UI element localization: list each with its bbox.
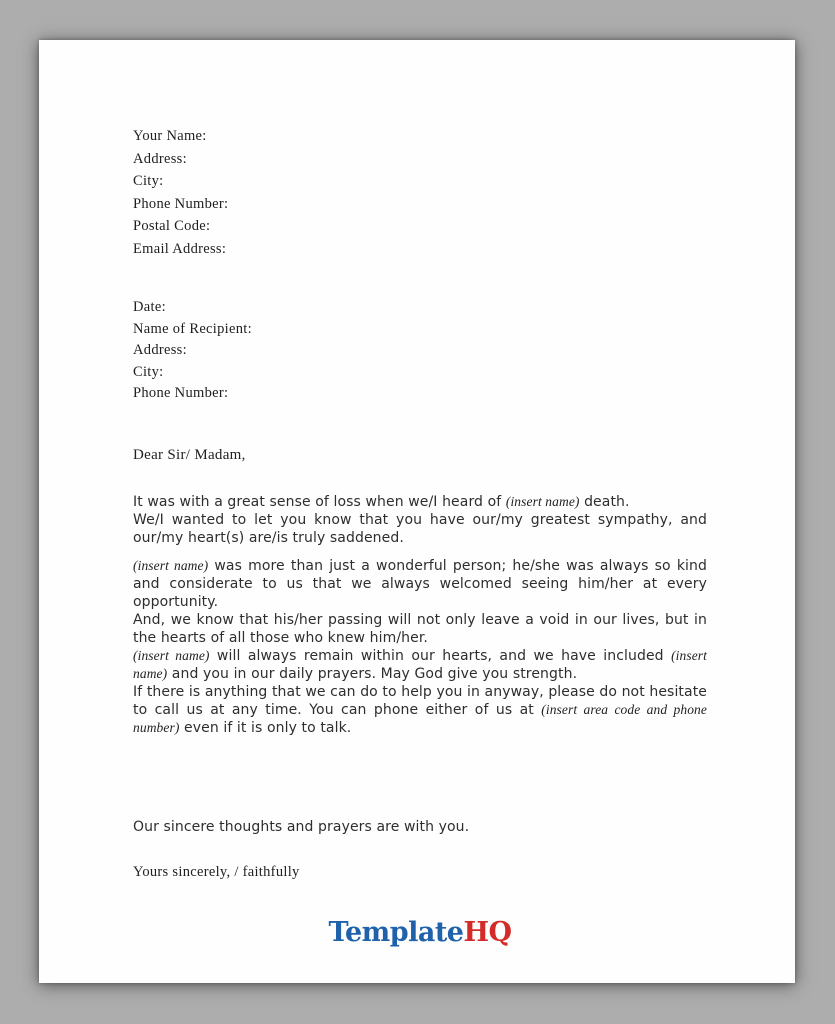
body-text-run: will always remain within our hearts, and we have included — [209, 647, 672, 664]
letter-page — [39, 40, 795, 983]
closing-line: Our sincere thoughts and prayers are with you. — [133, 818, 470, 835]
insert-name-placeholder: (insert name) — [133, 647, 708, 681]
sender-city-label: City: — [133, 173, 164, 189]
body-text-run: And, we know that his/her passing will not only leave a void in our lives, but in the hearts of all those who knew him/her. — [133, 611, 707, 646]
letter-body — [133, 493, 707, 737]
body-sentence-4 — [133, 611, 707, 647]
insert-name-placeholder: (insert name) — [505, 493, 580, 509]
body-text-run: It was with a great sense of loss when we/I heard of — [133, 493, 506, 510]
sender-address-label: Address: — [133, 150, 187, 167]
body-sentence-6 — [133, 683, 707, 737]
templatehq-logo — [133, 917, 707, 949]
logo-template-text: Template — [328, 916, 464, 948]
date-label: Date: — [133, 299, 166, 315]
letter-content — [39, 40, 795, 949]
signoff-line: Yours sincerely, / faithfully — [133, 863, 300, 880]
salutation: Dear Sir/ Madam, — [133, 446, 246, 463]
insert-name-placeholder: (insert name) — [133, 647, 210, 663]
body-text-run: If there is anything that we can do to help you in anyway, please do not hesitate to call us at any time. You can phone either of us at — [133, 683, 707, 718]
body-sentence-2 — [133, 511, 707, 547]
recipient-name-label: Name of Recipient: — [133, 320, 252, 337]
sender-email-label: Email Address: — [133, 240, 227, 257]
body-text-run: We/I wanted to let you know that you have our/my greatest sympathy, and our/my heart(s) are/is truly saddened. — [133, 511, 707, 546]
body-text-run: even if it is only to talk. — [179, 719, 352, 736]
insert-phone-placeholder: (insert area code and phone number) — [133, 701, 707, 735]
sender-phone-label: Phone Number: — [133, 195, 229, 212]
body-sentence-3 — [133, 557, 707, 611]
recipient-block — [133, 297, 707, 405]
sender-block — [133, 125, 707, 260]
sender-name-label: Your Name: — [133, 128, 207, 144]
body-sentence-5 — [133, 647, 707, 683]
recipient-phone-label: Phone Number: — [133, 385, 229, 401]
insert-name-placeholder: (insert name) — [133, 557, 209, 573]
body-text-run: death. — [579, 493, 630, 510]
body-sentence-1 — [133, 493, 707, 511]
sender-postal-code-label: Postal Code: — [133, 218, 211, 234]
logo-hq-text: HQ — [463, 916, 512, 948]
body-text-run: and you in our daily prayers. May God give you strength. — [167, 665, 578, 682]
recipient-city-label: City: — [133, 363, 164, 380]
recipient-address-label: Address: — [133, 342, 187, 358]
body-text-run: was more than just a wonderful person; he/she was always so kind and considerate to us that we always welcomed seeing him/her at every opportunity. — [133, 557, 707, 610]
